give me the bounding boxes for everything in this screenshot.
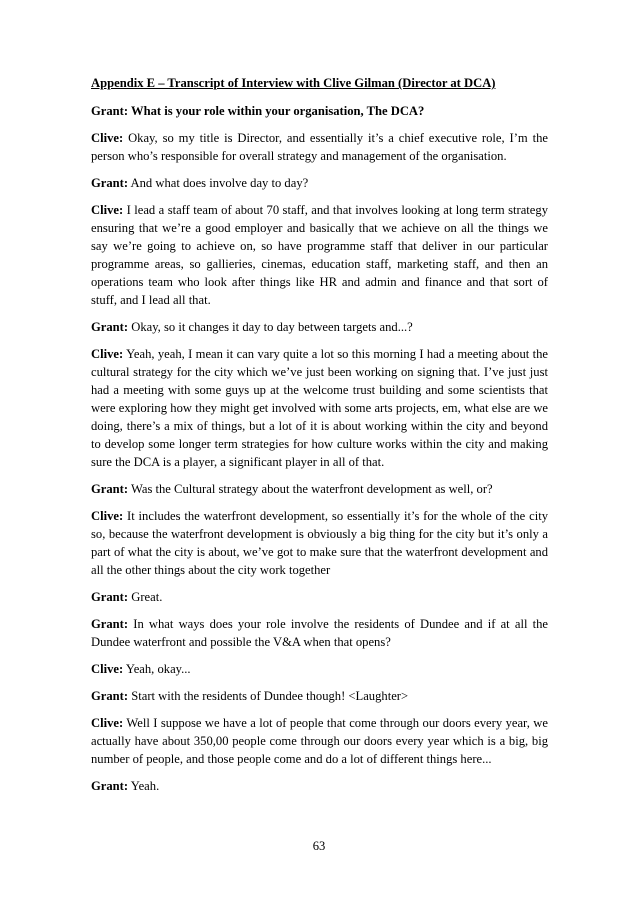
transcript-paragraph-2 — [91, 129, 548, 165]
speaker-label: Grant: — [91, 482, 129, 496]
speaker-label: Clive: — [91, 347, 124, 361]
speaker-label: Clive: — [91, 131, 124, 145]
utterance-text: It includes the waterfront development, so essentially it’s for the whole of the city so, because the waterfront development is obviously a big thing for the city but it’s only a part of what the city is about, we’ve got to make sure that the waterfront development and all the other things about the city work together — [91, 509, 548, 577]
speaker-label: Clive: — [91, 509, 124, 523]
utterance-text: Okay, so it changes it day to day between targets and...? — [128, 320, 413, 334]
speaker-label: Clive: — [91, 662, 124, 676]
utterance-text: Yeah. — [128, 779, 160, 793]
appendix-heading: Appendix E – Transcript of Interview with Clive Gilman (Director at DCA) — [91, 76, 496, 90]
speaker-label: Grant: — [91, 320, 129, 334]
utterance-text: Was the Cultural strategy about the waterfront development as well, or? — [128, 482, 493, 496]
transcript-paragraph-1 — [91, 102, 548, 120]
speaker-label: Clive: — [91, 203, 124, 217]
utterance-text: And what does involve day to day? — [128, 176, 309, 190]
speaker-label: Grant: — [91, 176, 129, 190]
transcript-paragraph-7 — [91, 480, 548, 498]
speaker-label: Clive: — [91, 716, 124, 730]
transcript-paragraph-3 — [91, 174, 548, 192]
utterance-text: Start with the residents of Dundee though! <Laughter> — [128, 689, 409, 703]
transcript-paragraph-13 — [91, 714, 548, 768]
utterance-text: Okay, so my title is Director, and essentially it’s a chief executive role, I’m the person who’s responsible for overall strategy and management of the organisation. — [91, 131, 548, 163]
speaker-label: Grant: — [91, 779, 129, 793]
transcript-paragraph-9 — [91, 588, 548, 606]
transcript-paragraph-4 — [91, 201, 548, 309]
utterance-text: Yeah, yeah, I mean it can vary quite a lot so this morning I had a meeting about the cultural strategy for the city which we’ve just been working on signing that. I’ve just just had a meeting with some guys up at the welcome trust building and some scientists that were exploring how they might get involved with some arts projects, em, what else are we doing, there’s a mix of things, but a lot of it is about working within the city and beyond to develop some longer term strategies for how culture works within the city and making sure the DCA is a player, a significant player in all of that. — [91, 347, 548, 469]
utterance-text: Great. — [128, 590, 163, 604]
transcript-paragraph-14 — [91, 777, 548, 795]
page-number: 63 — [312, 839, 326, 853]
utterance-text: Yeah, okay... — [123, 662, 191, 676]
transcript-paragraph-10 — [91, 615, 548, 651]
speaker-label: Grant: — [91, 617, 129, 631]
transcript-paragraph-12 — [91, 687, 548, 705]
transcript-paragraph-8 — [91, 507, 548, 579]
speaker-label: Grant: — [91, 590, 129, 604]
utterance-text: I lead a staff team of about 70 staff, and that involves looking at long term strategy ensuring that we’re a good employer and basically that we achieve on all the things we say we’re going to achieve on, so have programme staff that deliver in our particular programme areas, so gallieries, cinemas, education staff, marketing staff, and then an operations team who look after things like HR and admin and finance and that sort of stuff, and I lead all that. — [91, 203, 548, 307]
speaker-label: Grant: — [91, 104, 129, 118]
speaker-label: Grant: — [91, 689, 129, 703]
utterance-text: Well I suppose we have a lot of people that come through our doors every year, we actually have about 350,00 people come through our doors every year which is a big, big number of people, and those people come and do a lot of different things here... — [91, 716, 548, 766]
transcript-paragraph-5 — [91, 318, 548, 336]
utterance-text: In what ways does your role involve the residents of Dundee and if at all the Dundee waterfront and possible the V&A when that opens? — [91, 617, 548, 649]
transcript-paragraph-11 — [91, 660, 548, 678]
utterance-text: What is your role within your organisation, The DCA? — [128, 104, 425, 118]
transcript-paragraph-6 — [91, 345, 548, 471]
transcript-body — [91, 75, 548, 804]
